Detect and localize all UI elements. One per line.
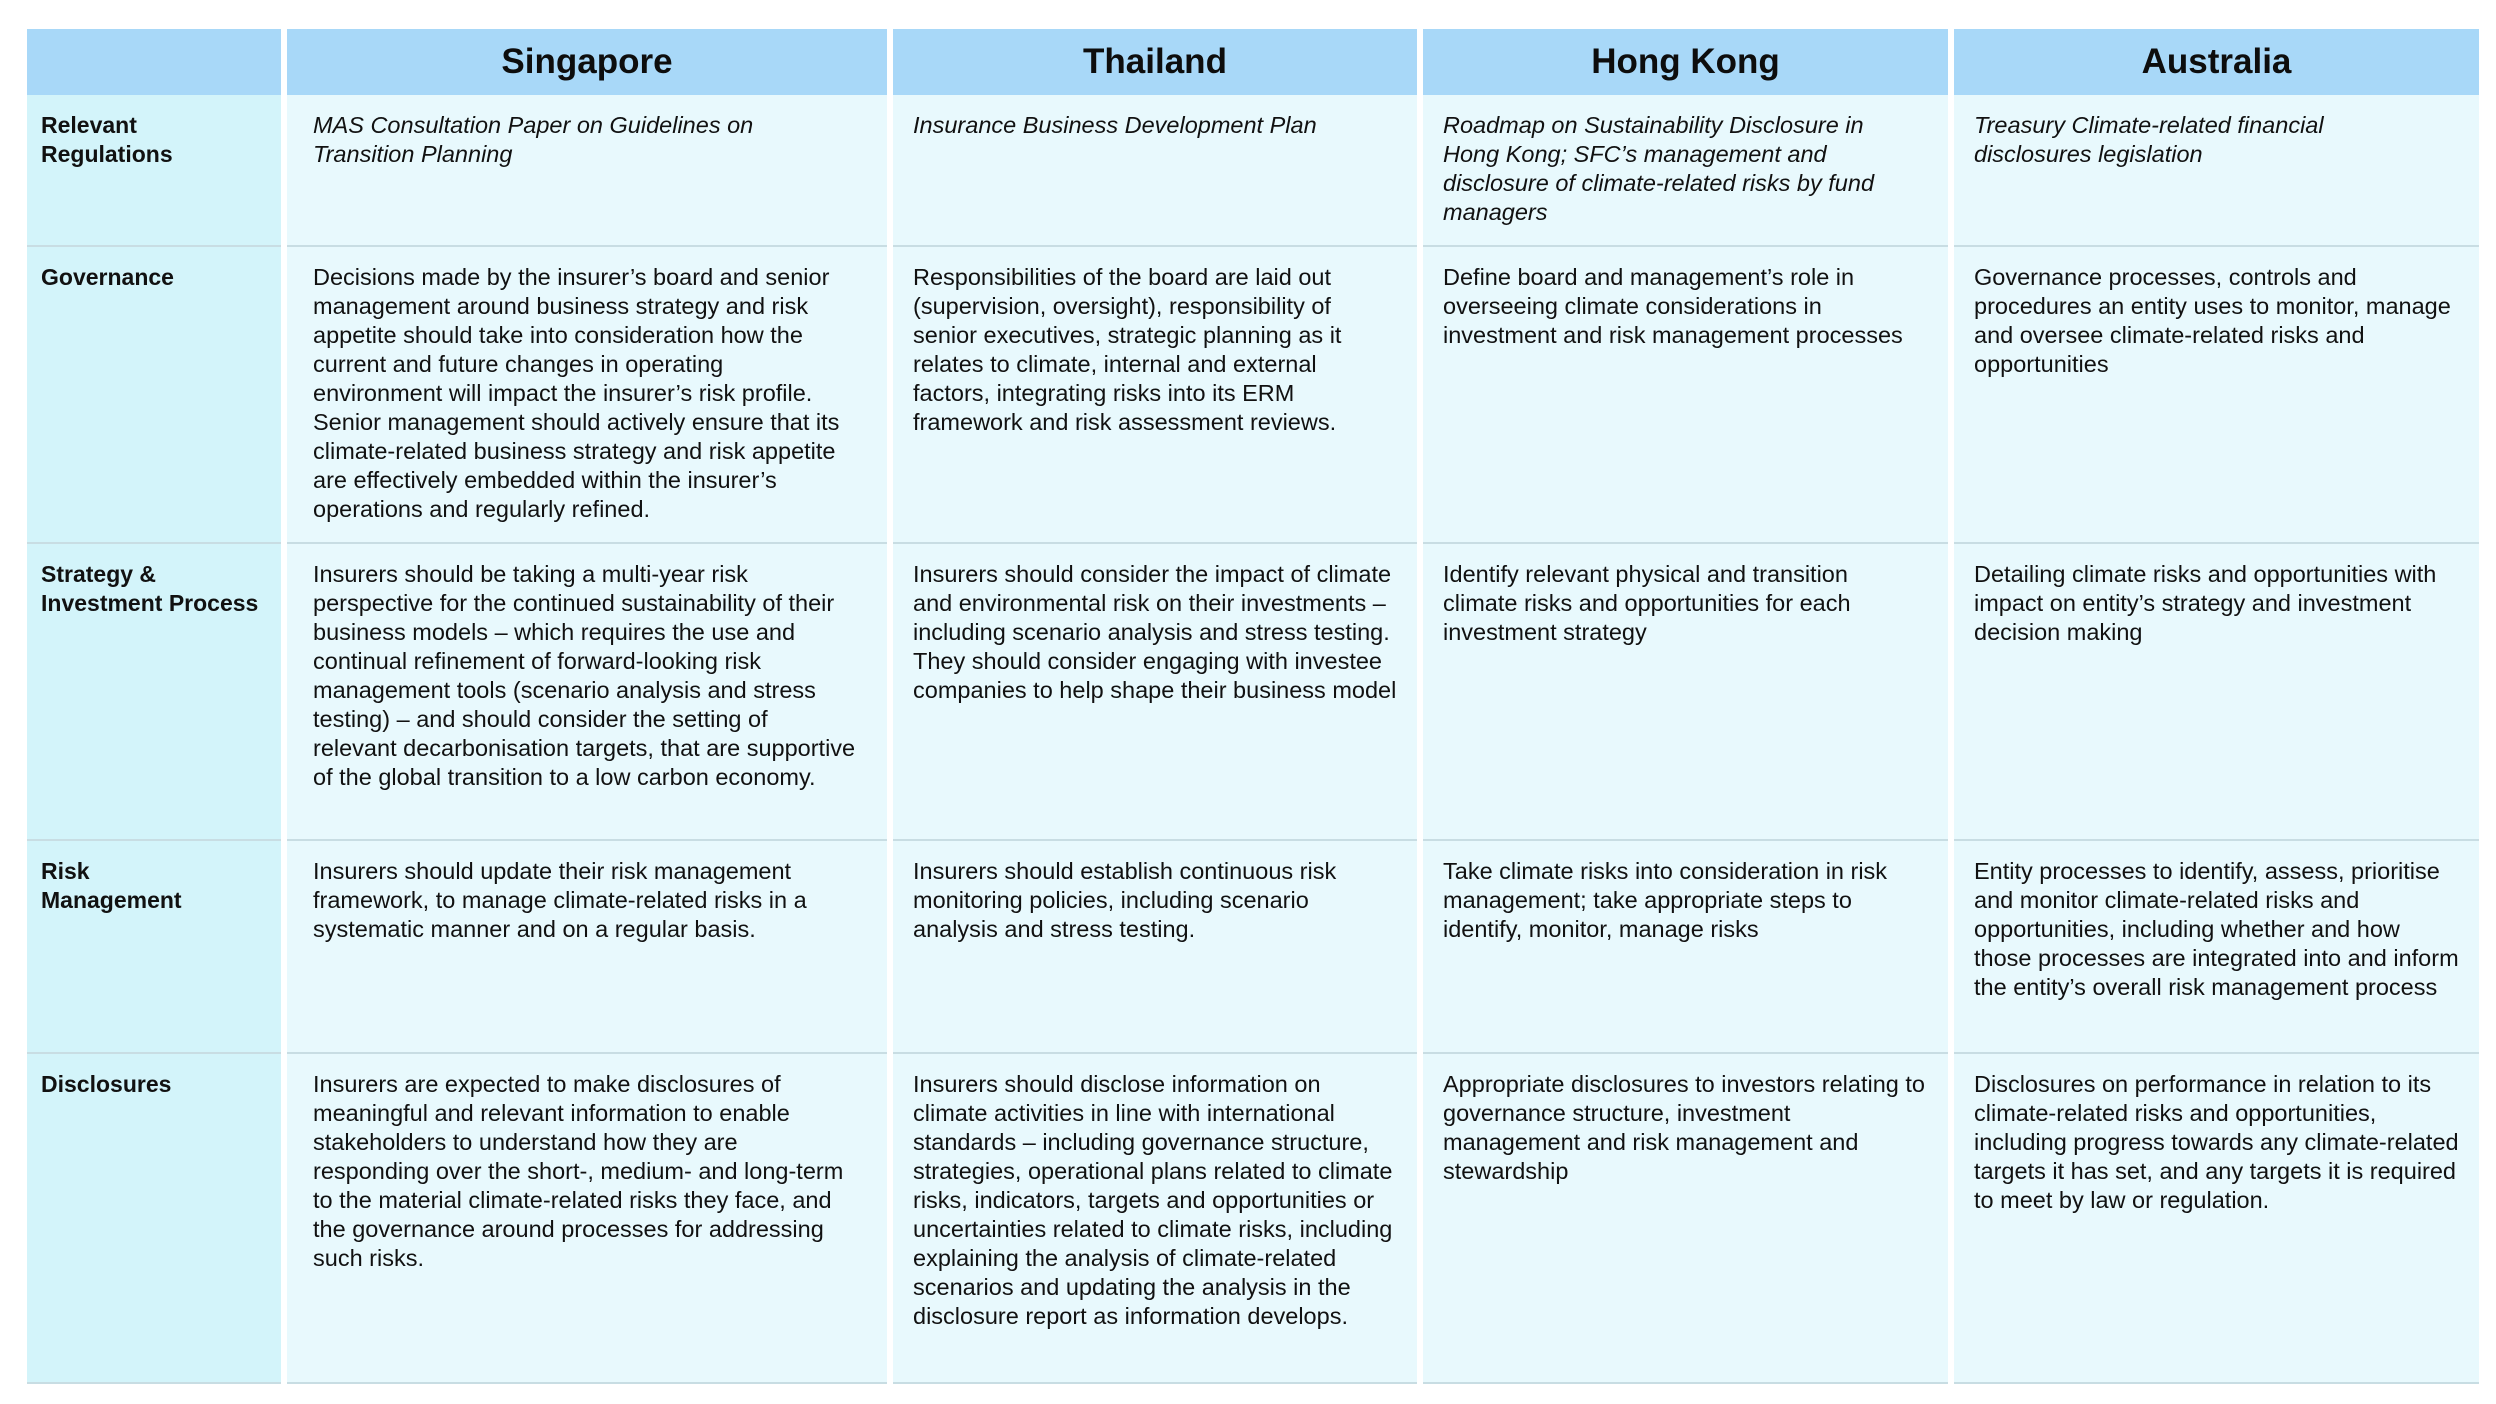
- cell-risk-singapore: Insurers should update their risk management framework, to manage climate-related risks in a systematic manner and on a regular basis.: [287, 841, 887, 1054]
- cell-risk-australia: Entity processes to identify, assess, prioritise and monitor climate-related risks and opportunities, including whether and how those processes are integrated into and inform the entity’s overall risk management process: [1954, 841, 2479, 1054]
- cell-strategy-hong-kong: Identify relevant physical and transition climate risks and opportunities for each investment strategy: [1423, 544, 1948, 841]
- cell-disclosures-hong-kong: Appropriate disclosures to investors relating to governance structure, investment management and risk management and stewardship: [1423, 1054, 1948, 1384]
- cell-strategy-australia: Detailing climate risks and opportunities with impact on entity’s strategy and investment decision making: [1954, 544, 2479, 841]
- cell-strategy-thailand: Insurers should consider the impact of climate and environmental risk on their investments – including scenario analysis and stress testing. They should consider engaging with investee companies to help shape their business model: [893, 544, 1417, 841]
- cell-regulations-thailand: Insurance Business Development Plan: [893, 95, 1417, 247]
- cell-governance-singapore: Decisions made by the insurer’s board and senior management around business strategy and risk appetite should take into consideration how the current and future changes in operating environment will impact the insurer’s risk profile. Senior management should actively ensure that its climate-related business strategy and risk appetite are effectively embedded within the insurer’s operations and regularly refined.: [287, 247, 887, 544]
- header-australia: Australia: [1954, 29, 2479, 95]
- cell-disclosures-thailand: Insurers should disclose information on climate activities in line with international standards – including governance structure, strategies, operational plans related to climate risks, indicators, targets and opportunities or uncertainties related to climate risks, including explaining the analysis of climate-related scenarios and updating the analysis in the disclosure report as information develops.: [893, 1054, 1417, 1384]
- header-singapore: Singapore: [287, 29, 887, 95]
- row-label-strategy-investment: Strategy & Investment Process: [27, 544, 281, 841]
- row-label-disclosures: Disclosures: [27, 1054, 281, 1384]
- header-thailand: Thailand: [893, 29, 1417, 95]
- cell-strategy-singapore: Insurers should be taking a multi-year risk perspective for the continued sustainability of their business models – which requires the use and continual refinement of forward-looking risk management tools (scenario analysis and stress testing) – and should consider the setting of relevant decarbonisation targets, that are supportive of the global transition to a low carbon economy.: [287, 544, 887, 841]
- cell-regulations-singapore: MAS Consultation Paper on Guidelines on Transition Planning: [287, 95, 887, 247]
- cell-disclosures-singapore: Insurers are expected to make disclosures of meaningful and relevant information to enable stakeholders to understand how they are responding over the short-, medium- and long-term to the material climate-related risks they face, and the governance around processes for addressing such risks.: [287, 1054, 887, 1384]
- cell-risk-hong-kong: Take climate risks into consideration in risk management; take appropriate steps to identify, monitor, manage risks: [1423, 841, 1948, 1054]
- header-hong-kong: Hong Kong: [1423, 29, 1948, 95]
- comparison-table: [27, 29, 2471, 1384]
- cell-governance-australia: Governance processes, controls and procedures an entity uses to monitor, manage and oversee climate-related risks and opportunities: [1954, 247, 2479, 544]
- row-label-relevant-regulations: Relevant Regulations: [27, 95, 281, 247]
- cell-risk-thailand: Insurers should establish continuous risk monitoring policies, including scenario analysis and stress testing.: [893, 841, 1417, 1054]
- row-label-governance: Governance: [27, 247, 281, 544]
- cell-disclosures-australia: Disclosures on performance in relation to its climate-related risks and opportunities, including progress towards any climate-related targets it has set, and any targets it is required to meet by law or regulation.: [1954, 1054, 2479, 1384]
- cell-regulations-australia: Treasury Climate-related financial disclosures legislation: [1954, 95, 2479, 247]
- cell-governance-thailand: Responsibilities of the board are laid out (supervision, oversight), responsibility of senior executives, strategic planning as it relates to climate, internal and external factors, integrating risks into its ERM framework and risk assessment reviews.: [893, 247, 1417, 544]
- cell-governance-hong-kong: Define board and management’s role in overseeing climate considerations in investment and risk management processes: [1423, 247, 1948, 544]
- cell-regulations-hong-kong: Roadmap on Sustainability Disclosure in Hong Kong; SFC’s management and disclosure of climate-related risks by fund managers: [1423, 95, 1948, 247]
- header-corner: [27, 29, 281, 95]
- row-label-risk-management: Risk Management: [27, 841, 281, 1054]
